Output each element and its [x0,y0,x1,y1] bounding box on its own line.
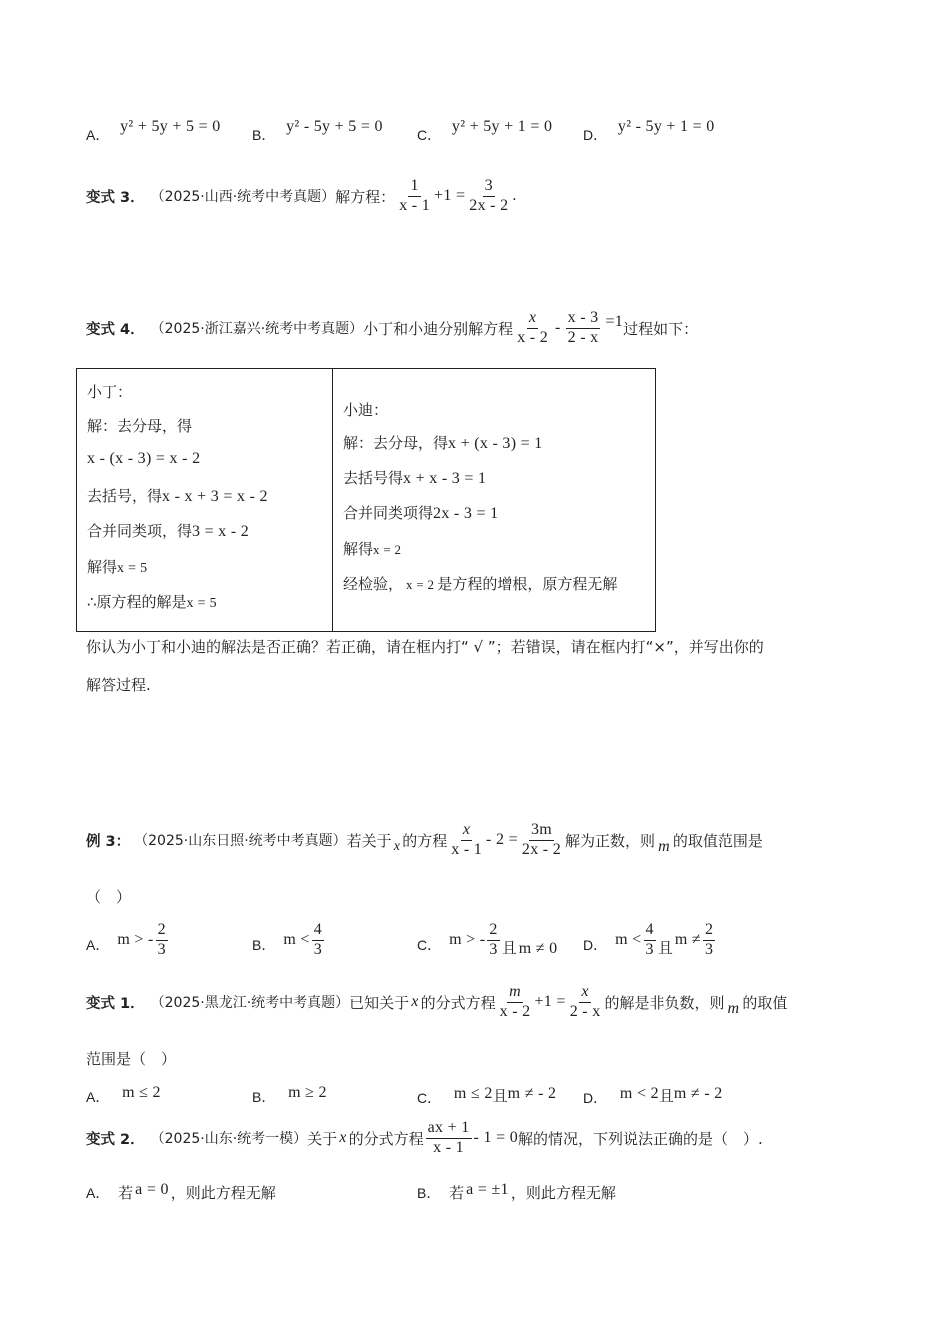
option-letter: D． [583,127,608,143]
question-text: 关于 [307,1129,338,1148]
solution-step [87,591,217,612]
option-expression: m ≠ - 2 [507,1085,557,1102]
numerator: x - 3 [566,310,601,329]
option-expression: y² + 5y + 5 = 0 [120,118,221,135]
question-label: 例 3： [86,833,131,850]
variant-3-question [86,178,517,215]
option-expression: a = 0 [135,1181,169,1198]
denominator: x - 2 [499,1002,531,1020]
question-text: 的方程 [402,831,448,850]
denominator: 2x - 2 [521,840,562,858]
question-text: 小丁和小迪分别解方程 [363,319,514,338]
fraction [156,922,168,959]
question-text: 的分式方程 [420,993,496,1012]
step-text: 解得 [87,558,118,576]
question-text: 的取值范围是 [672,831,763,850]
step-text: 解得 [343,540,374,558]
step-expr: x - x + 3 = x - 2 [162,488,268,505]
option-letter: D． [583,1090,608,1106]
solution-step [343,538,401,559]
solution-step [343,573,617,594]
option-expression: m < [615,931,642,949]
v1-option-c [417,1082,557,1106]
question-label: 变式 4． [86,321,145,338]
conjunction: 且 [492,1087,508,1105]
equation-part: +1 = [434,187,466,205]
variant-2-question [86,1120,763,1157]
question-source: （2025·山东·统考一模） [150,1131,308,1148]
option-letter: A． [86,1089,110,1105]
question-text: 解方程： [335,187,396,206]
step-expr: x = 2 [373,542,402,557]
option-expression: m ≠ - 2 [673,1085,723,1102]
student-name: 小丁： [87,383,133,401]
solution-step [87,485,268,506]
question-source: （2025·黑龙江·统考中考真题） [150,995,350,1012]
denominator: x - 2 [517,328,549,346]
period: . [512,187,517,205]
option-letter: A． [86,937,110,954]
option-text: 若 [118,1184,134,1202]
denominator: x - 1 [451,840,483,858]
question-text: 若关于 [346,831,392,850]
denominator: 3 [704,940,714,958]
student-name: 小迪： [343,401,389,419]
option-letter: B． [252,1089,276,1105]
numerator: x [579,984,590,1003]
numerator: 2 [487,922,499,941]
conjunction: 且 [657,938,673,957]
ex3-option-d [583,922,717,959]
fraction [703,922,715,959]
question-source: （2025·山东日照·统考中考真题） [134,833,347,850]
step-text: 合并同类项得 [343,504,434,522]
v2-option-a [86,1182,276,1203]
option-expression: m > - [449,931,486,949]
numerator: 2 [703,922,715,941]
variable: x [393,839,401,855]
fraction [498,984,533,1021]
v1-option-a [86,1082,161,1105]
minus-sign: - [555,319,561,337]
question-text: 过程如下： [623,319,699,338]
option-letter: A． [86,127,110,143]
fraction [467,178,510,215]
step-expr: x = 5 [117,561,148,576]
option-expression: m ≠ 0 [518,940,558,958]
option-expression: m ≥ 2 [288,1084,327,1101]
denominator: x - 1 [399,196,431,214]
denominator: 2 - x [569,1002,601,1020]
fraction [487,922,499,959]
solution-step [87,556,147,577]
denominator: 3 [489,940,498,958]
option-letter: C． [417,1090,442,1106]
equation-part: =1 [605,313,624,331]
denominator: 2 - x [567,328,599,346]
option-expression: m ≤ 2 [122,1084,161,1101]
option-expression: y² - 5y + 1 = 0 [617,118,715,135]
equation-part: - 1 = 0 [473,1129,518,1147]
option-letter: A． [86,1185,110,1201]
prev-option-c [417,116,553,143]
step-text: 解：去分母，得 [343,434,449,452]
step-text: 是方程的增根，原方程无解 [437,575,618,593]
numerator: x [527,310,538,329]
solution-table [76,368,656,632]
question-prompt-line-2: 解答过程. [86,676,151,694]
v1-option-d [583,1082,723,1106]
denominator: x - 1 [433,1138,464,1156]
answer-parentheses: （ ） [86,888,132,906]
numerator: x [461,822,472,841]
step-text: ∴原方程的解是 [87,593,187,611]
fraction [520,822,563,859]
question-label: 变式 2． [86,1131,145,1148]
option-expression: y² - 5y + 5 = 0 [286,118,383,135]
denominator: 3 [157,940,166,958]
fraction [515,310,550,347]
fraction [312,922,324,959]
question-source: （2025·浙江嘉兴·统考中考真题） [150,321,364,338]
step-text: 经检验， [343,575,404,593]
conjunction: 且 [501,938,517,957]
fraction [426,1120,472,1157]
equation-part: - 2 = [486,831,518,849]
option-expression: m < [283,931,310,949]
denominator: 2x - 2 [469,196,509,214]
question-text: 已知关于 [349,993,410,1012]
question-text: 解的情况，下列说法正确的是（ ）. [518,1129,763,1148]
option-letter: D． [583,937,608,954]
solution-step [87,520,249,541]
prev-option-d [583,116,715,143]
question-source: （2025·山西·统考中考真题） [150,189,336,206]
question-prompt-line-1: 你认为小丁和小迪的解法是否正确？若正确，请在框内打“ √ ”；若错误，请在框内打“×”，并写出你的 [86,638,764,656]
question-text: 的解是非负数，则 [604,993,725,1012]
numerator: ax + 1 [426,1120,472,1139]
option-letter: B． [252,127,276,143]
numerator: 3m [529,822,554,841]
numerator: 3 [483,178,495,197]
variable: m [727,1000,740,1018]
solution-step-expr: x - (x - 3) = x - 2 [87,450,201,467]
option-text: ，则此方程无解 [510,1184,616,1202]
option-expression: m ≤ 2 [453,1085,493,1102]
option-expression: m > - [117,931,154,949]
question-text-line-2: 范围是（ ） [86,1050,177,1068]
question-text: 的取值 [742,993,788,1012]
numerator: 2 [156,922,168,941]
step-expr: x = 2 [406,577,435,592]
fraction [568,984,603,1021]
numerator: m [507,984,523,1003]
step-expr: 3 = x - 2 [192,523,250,540]
option-text: 若 [449,1184,465,1202]
step-text: 去括号得 [343,469,404,487]
option-letter: C． [417,127,442,143]
fraction [644,922,656,959]
prev-option-b [252,116,383,143]
equation-part: +1 = [534,993,566,1011]
option-letter: B． [417,1185,441,1201]
variable: x [339,1129,347,1147]
fraction [566,310,601,347]
variant-4-question [86,310,698,347]
fraction [397,178,432,215]
denominator: 3 [645,940,654,958]
variable: m [658,838,670,856]
numerator: 4 [312,922,324,941]
step-expr: x = 5 [186,596,217,611]
step-text: 合并同类项，得 [87,522,193,540]
question-text: 解为正数，则 [565,831,656,850]
step-text: 去括号，得 [87,487,163,505]
conjunction: 且 [658,1087,674,1105]
option-text: ，则此方程无解 [170,1184,276,1202]
solution-step [343,432,543,453]
solution-step [343,502,498,523]
question-label: 变式 3． [86,189,145,206]
ex3-option-c [417,922,557,959]
prev-option-a [86,116,221,143]
numerator: 4 [644,922,656,941]
denominator: 3 [313,940,323,958]
v2-option-b [417,1182,616,1203]
step-expr: x + (x - 3) = 1 [448,435,543,452]
example-3-question [86,822,763,859]
v1-option-b [252,1082,327,1105]
option-letter: B． [252,937,276,954]
fraction [449,822,484,859]
step-expr: 2x - 3 = 1 [433,505,499,522]
numerator: 1 [408,178,420,197]
ex3-option-b [252,922,326,959]
option-expression: m ≠ [674,931,701,949]
step-expr: x + x - 3 = 1 [403,470,487,487]
option-letter: C． [417,937,442,954]
ex3-option-a [86,922,170,959]
solution-step: 解：去分母，得 [87,417,193,435]
solution-step [343,467,486,488]
option-expression: m < 2 [619,1085,659,1102]
question-label: 变式 1． [86,995,145,1012]
variable: x [411,993,419,1011]
question-text: 的分式方程 [348,1129,424,1148]
variant-1-question [86,984,787,1021]
option-expression: y² + 5y + 1 = 0 [451,118,553,135]
option-expression: a = ±1 [466,1181,509,1198]
table-divider [332,369,333,631]
